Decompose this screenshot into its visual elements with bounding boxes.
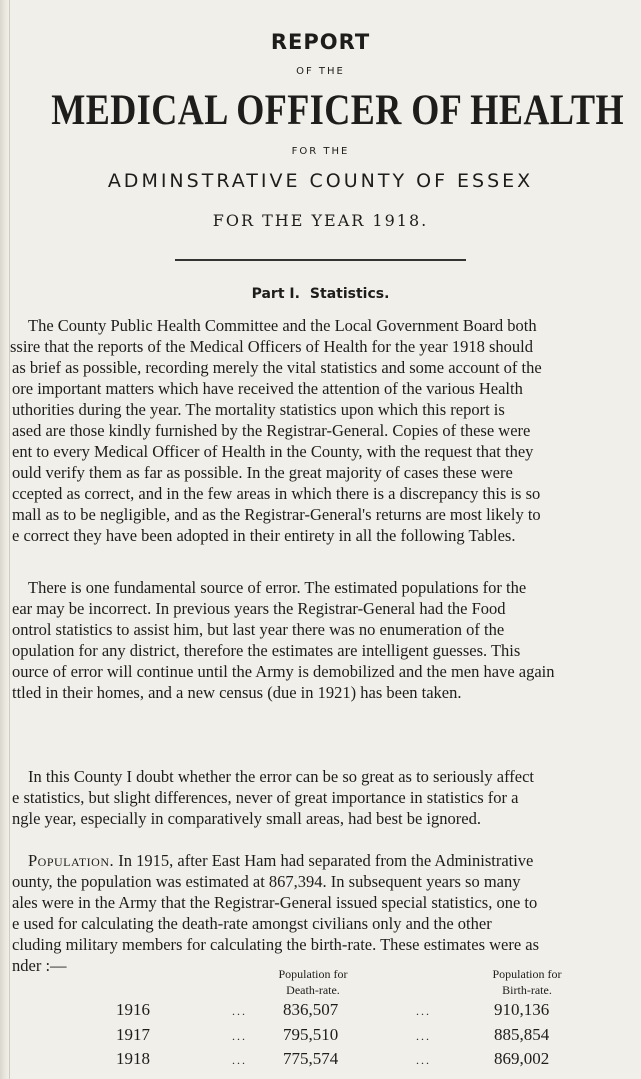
- paragraph-line: ales were in the Army that the Registrar-General issued special statistics, one to: [12, 893, 538, 912]
- row-year: 1916: [116, 1000, 150, 1019]
- column-header-birth-rate: [462, 966, 592, 998]
- paragraph-line: ore important matters which have received the attention of the various Health: [12, 379, 523, 398]
- death-rate-population: 795,510: [283, 1025, 339, 1044]
- paragraph-line: ontrol statistics to assist him, but last year there was no enumeration of the: [12, 620, 505, 639]
- paragraph-line: cluding military members for calculating the birth-rate. These estimates were as: [12, 935, 540, 954]
- column-header-line: Population for: [278, 967, 348, 981]
- paragraph-population: [0, 850, 641, 976]
- paragraph-line: [0, 850, 641, 871]
- paragraph-line: ttled in their homes, and a new census (due in 1921) has been taken.: [12, 683, 462, 702]
- paragraph-line: The County Public Health Committee and the Local Government Board both: [28, 316, 537, 335]
- death-rate-population: 836,507: [283, 1000, 339, 1019]
- row-year: 1917: [116, 1025, 150, 1044]
- paragraph-line: e correct they have been adopted in their entirety in all the following Tables.: [12, 526, 516, 545]
- paragraph-line: ccepted as correct, and in the few areas in which there is a discrepancy this is so: [12, 484, 541, 503]
- year-heading: FOR THE YEAR 1918.: [212, 211, 429, 230]
- leader-dots: ...: [416, 1029, 431, 1043]
- document-title: MEDICAL OFFICER OF HEALTH: [51, 87, 625, 134]
- column-header-line: Death-rate.: [286, 983, 340, 997]
- leader-dots: ...: [416, 1053, 431, 1067]
- paragraph-line: mall as to be negligible, and as the Registrar-General's returns are most likely to: [12, 505, 541, 524]
- column-header-death-rate: [248, 966, 378, 998]
- paragraph-line: as brief as possible, recording merely the vital statistics and some account of the: [12, 358, 542, 377]
- paragraph-line: In this County I doubt whether the error can be so great as to seriously affect: [28, 767, 535, 786]
- leader-dots: ...: [232, 1053, 247, 1067]
- paragraph-line: opulation for any district, therefore the estimates are intelligent guesses. This: [12, 641, 521, 660]
- part-number: Part I.: [251, 286, 300, 302]
- paragraph-line: There is one fundamental source of error. The estimated populations for the: [28, 578, 527, 597]
- birth-rate-population: 885,854: [494, 1025, 550, 1044]
- of-the-label: OF THE: [296, 66, 345, 77]
- leader-dots: ...: [416, 1004, 431, 1018]
- paragraph-line: e used for calculating the death-rate amongst civilians only and the other: [12, 914, 492, 933]
- column-header-line: Birth-rate.: [502, 983, 552, 997]
- table-row: [0, 1049, 641, 1071]
- paragraph-line: e statistics, but slight differences, never of great importance in statistics for a: [12, 788, 519, 807]
- death-rate-population: 775,574: [283, 1049, 339, 1068]
- table-row: [0, 1000, 641, 1022]
- paragraph-line: ould verify them as far as possible. In the great majority of cases these were: [12, 463, 513, 482]
- paragraph-line: nder :—: [12, 956, 67, 975]
- population-first-line-text: In 1915, after East Ham had separated from the Administrative: [114, 851, 534, 870]
- paragraph-line: ounty, the population was estimated at 867,394. In subsequent years so many: [12, 872, 521, 891]
- paragraph-doubt: [0, 766, 641, 829]
- report-heading: REPORT: [270, 30, 371, 54]
- for-the-label: FOR THE: [291, 146, 350, 157]
- part-title: Statistics.: [309, 286, 390, 302]
- birth-rate-population: 869,002: [494, 1049, 550, 1068]
- birth-rate-population: 910,136: [494, 1000, 550, 1019]
- table-row: [0, 1025, 641, 1047]
- paragraph-line: ent to every Medical Officer of Health in the County, with the request that they: [12, 442, 534, 461]
- paragraph-line: ource of error will continue until the Army is demobilized and the men have again: [12, 662, 555, 681]
- paragraph-line: ngle year, especially in comparatively small areas, had best be ignored.: [12, 809, 481, 828]
- row-year: 1918: [116, 1049, 150, 1068]
- leader-dots: ...: [232, 1004, 247, 1018]
- paragraph-line: ased are those kindly furnished by the Registrar-General. Copies of these were: [12, 421, 531, 440]
- population-run-in-heading: Population.: [28, 851, 115, 870]
- county-heading: ADMINSTRATIVE COUNTY OF ESSEX: [107, 170, 534, 192]
- paragraph-source-of-error: [0, 577, 641, 703]
- title-divider: [175, 259, 466, 261]
- leader-dots: ...: [232, 1029, 247, 1043]
- paragraph-reports: [0, 315, 641, 546]
- paragraph-line: ear may be incorrect. In previous years the Registrar-General had the Food: [12, 599, 506, 618]
- column-header-line: Population for: [492, 967, 562, 981]
- paragraph-line: uthorities during the year. The mortality statistics upon which this report is: [12, 400, 505, 419]
- part-heading: [0, 286, 641, 302]
- paragraph-line: ssire that the reports of the Medical Officers of Health for the year 1918 should: [10, 337, 533, 356]
